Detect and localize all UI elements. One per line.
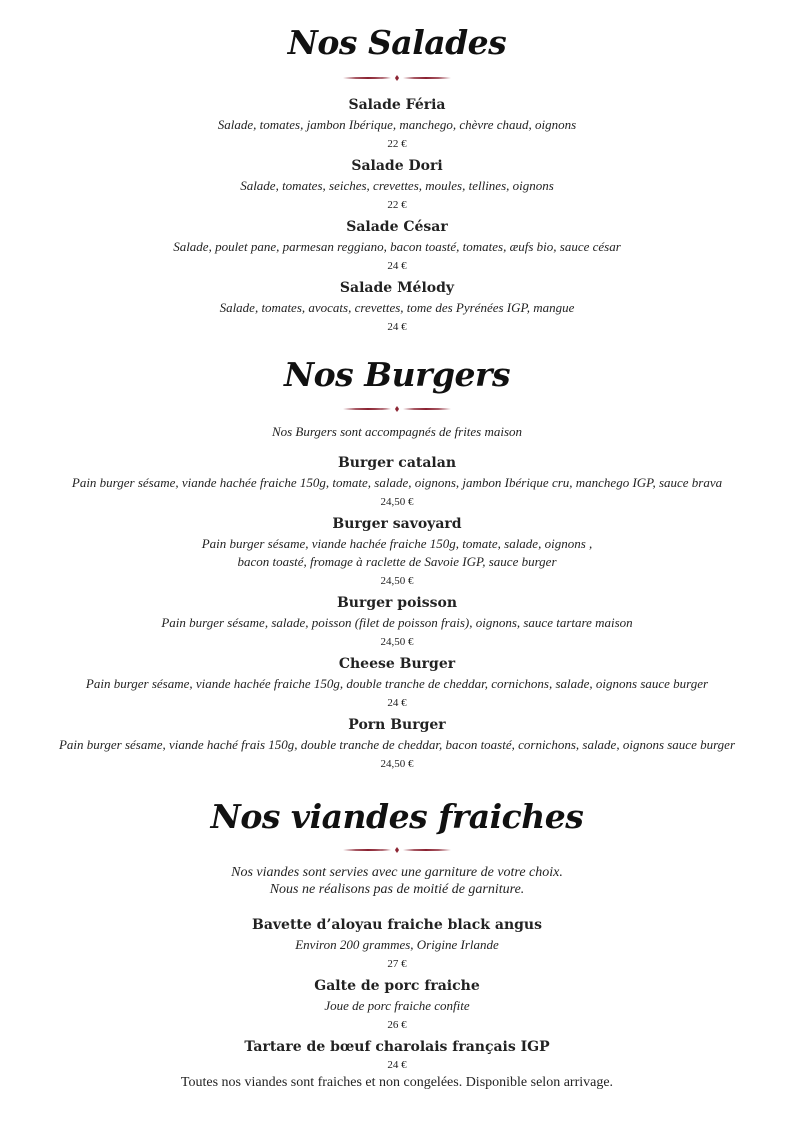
item-description: Pain burger sésame, viande haché frais 150g, double tranche de cheddar, bacon toasté, cornichons, salade, oignons sauce burger <box>58 737 736 752</box>
menu-item <box>0 915 794 974</box>
item-price: 24 € <box>387 321 407 333</box>
menu-item <box>0 715 794 774</box>
menu-item <box>0 976 794 1035</box>
item-price: 24,50 € <box>380 636 414 648</box>
item-name: Porn Burger <box>348 717 446 733</box>
item-description: Pain burger sésame, viande hachée fraiche 150g, double tranche de cheddar, cornichons, salade, oignons sauce burger <box>85 676 709 691</box>
menu-item <box>0 1037 794 1072</box>
menu-item <box>0 156 794 215</box>
section-intro-line-1: Nos viandes sont servies avec une garniture de votre choix. <box>231 865 563 880</box>
item-price: 24,50 € <box>380 575 414 587</box>
item-name: Salade César <box>346 219 448 235</box>
section-title-salades: Nos Salades <box>287 23 507 62</box>
section-intro-line-2: Nous ne réalisons pas de moitié de garniture. <box>269 882 525 897</box>
menu-item <box>0 654 794 713</box>
item-name: Salade Mélody <box>339 280 455 296</box>
ornament-divider <box>341 74 453 82</box>
item-price: 22 € <box>387 199 407 211</box>
item-name: Burger savoyard <box>332 516 462 532</box>
menu-item <box>0 453 794 512</box>
menu-item <box>0 514 794 591</box>
item-description: Pain burger sésame, salade, poisson (filet de poisson frais), oignons, sauce tartare maison <box>161 615 633 630</box>
item-description: Salade, tomates, avocats, crevettes, tome des Pyrénées IGP, mangue <box>219 300 575 315</box>
item-description-line-2: bacon toasté, fromage à raclette de Savoie IGP, sauce burger <box>237 554 557 569</box>
item-description: Salade, tomates, jambon Ibérique, manchego, chèvre chaud, oignons <box>217 117 577 132</box>
ornament-divider <box>341 846 453 854</box>
menu-item <box>0 278 794 337</box>
item-price: 24 € <box>387 260 407 272</box>
item-description: Pain burger sésame, viande hachée fraiche 150g, tomate, salade, oignons, jambon Ibérique cru, manchego IGP, sauce brava <box>71 475 723 490</box>
ornament-divider <box>341 405 453 413</box>
item-description: Pain burger sésame, viande hachée fraiche 150g, tomate, salade, oignons , <box>201 536 593 551</box>
menu-item <box>0 95 794 154</box>
item-description: Salade, tomates, seiches, crevettes, moules, tellines, oignons <box>240 178 554 193</box>
item-name: Burger catalan <box>337 455 457 471</box>
menu-item <box>0 593 794 652</box>
item-price: 24 € <box>387 1059 407 1071</box>
item-price: 26 € <box>387 1019 407 1031</box>
section-title-viandes: Nos viandes fraiches <box>210 797 584 836</box>
item-name: Salade Féria <box>348 97 446 113</box>
item-description: Joue de porc fraiche confite <box>324 998 470 1013</box>
item-name: Galte de porc fraiche <box>314 978 480 994</box>
item-price: 22 € <box>387 138 407 150</box>
item-name: Salade Dori <box>351 158 443 174</box>
item-price: 24,50 € <box>380 496 414 508</box>
item-description: Environ 200 grammes, Origine Irlande <box>295 937 499 952</box>
section-intro: Nos Burgers sont accompagnés de frites maison <box>271 424 523 439</box>
item-name: Cheese Burger <box>338 656 456 672</box>
item-name: Bavette d’aloyau fraiche black angus <box>252 917 542 933</box>
item-description: Salade, poulet pane, parmesan reggiano, bacon toasté, tomates, æufs bio, sauce césar <box>173 239 621 254</box>
item-name: Tartare de bœuf charolais français IGP <box>244 1039 550 1055</box>
item-price: 24,50 € <box>380 758 414 770</box>
section-title-burgers: Nos Burgers <box>283 355 511 394</box>
menu-item <box>0 217 794 276</box>
item-price: 24 € <box>387 697 407 709</box>
item-price: 27 € <box>387 958 407 970</box>
item-name: Burger poisson <box>336 595 458 611</box>
footer-note: Toutes nos viandes sont fraiches et non congelées. Disponible selon arrivage. <box>180 1075 614 1090</box>
